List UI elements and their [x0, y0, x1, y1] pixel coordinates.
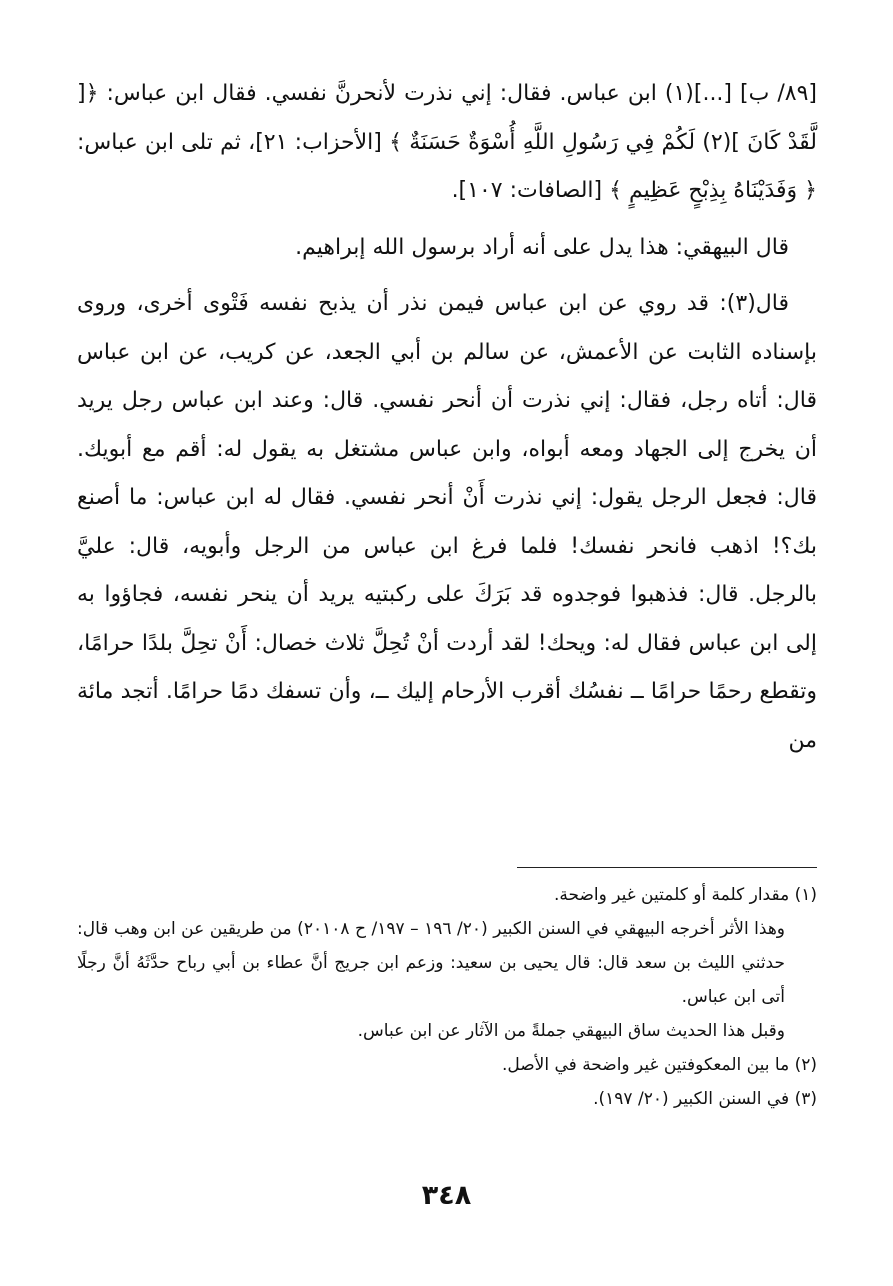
paragraph-bayhaqi-comment: قال البيهقي: هذا يدل على أنه أراد برسول الله إبراهيم.	[295, 234, 789, 260]
main-text	[77, 70, 817, 765]
paragraph-quote: [٨٩/ ب] [...](١) ابن عباس. فقال: إني نذرت لأنحرنَّ نفسي. فقال ابن عباس: ﴿[ لَّقَدْ كَانَ ](٢) لَكُمْ فِي رَسُولِ اللَّهِ أُسْوَةٌ حَسَنَةٌ ﴾ [الأحزاب: ٢١]، ثم تلى ابن عباس: ﴿ وَفَدَيْنَاهُ بِذِبْحٍ عَظِيمٍ ﴾ [الصافات: ١٠٧].	[77, 81, 818, 203]
page-number: ٣٤٨	[421, 1180, 472, 1211]
footnote-1-source: وهذا الأثر أخرجه البيهقي في السنن الكبير (٢٠/ ١٩٦ – ١٩٧/ ح ٢٠١٠٨) من طريقين عن ابن وهب قال: حدثني الليث بن سعد قال: قال يحيى بن سعيد: وزعم ابن جريج أنَّ عطاء بن أبي رباح حدَّثَهُ أنَّ رجلًا أتى ابن عباس.	[77, 919, 785, 1007]
footnote-2: (٢) ما بين المعكوفتين غير واضحة في الأصل.	[501, 1055, 817, 1075]
footnote-divider	[517, 867, 817, 868]
footnote-1: (١) مقدار كلمة أو كلمتين غير واضحة.	[553, 885, 817, 905]
footnotes	[77, 878, 817, 1116]
paragraph-narration: قال(٣): قد روي عن ابن عباس فيمن نذر أن يذبح نفسه فَتْوى أخرى، وروى بإسناده الثابت عن الأعمش، عن سالم بن أبي الجعد، عن كريب، عن ابن عباس قال: أتاه رجل، فقال: إني نذرت أن أنحر نفسي. قال: وعند ابن عباس رجل يريد أن يخرج إلى الجهاد ومعه أبواه، وابن عباس مشتغل به يقول له: أقم مع أبويك. قال: فجعل الرجل يقول: إني نذرت أَنْ أنحر نفسي. فقال له ابن عباس: ما أصنع بك؟! اذهب فانحر نفسك! فلما فرغ ابن عباس من الرجل وأبويه، قال: عليَّ بالرجل. قال: فذهبوا فوجدوه قد بَرَكَ على ركبتيه يريد أن ينحر نفسه، فجاؤوا به إلى ابن عباس فقال له: ويحك! لقد أردت أنْ تُحِلَّ ثلاث خصال: أَنْ تحِلَّ بلدًا حرامًا، وتقطع رحمًا حرامًا ــ نفسُك أقرب الأرحام إليك ــ، وأن تسفك دمًا حرامًا. أتجد مائة من	[77, 291, 817, 753]
footnote-1-note: وقبل هذا الحديث ساق البيهقي جملةً من الآثار عن ابن عباس.	[357, 1021, 785, 1041]
footnote-3: (٣) في السنن الكبير (٢٠/ ١٩٧).	[593, 1089, 817, 1109]
